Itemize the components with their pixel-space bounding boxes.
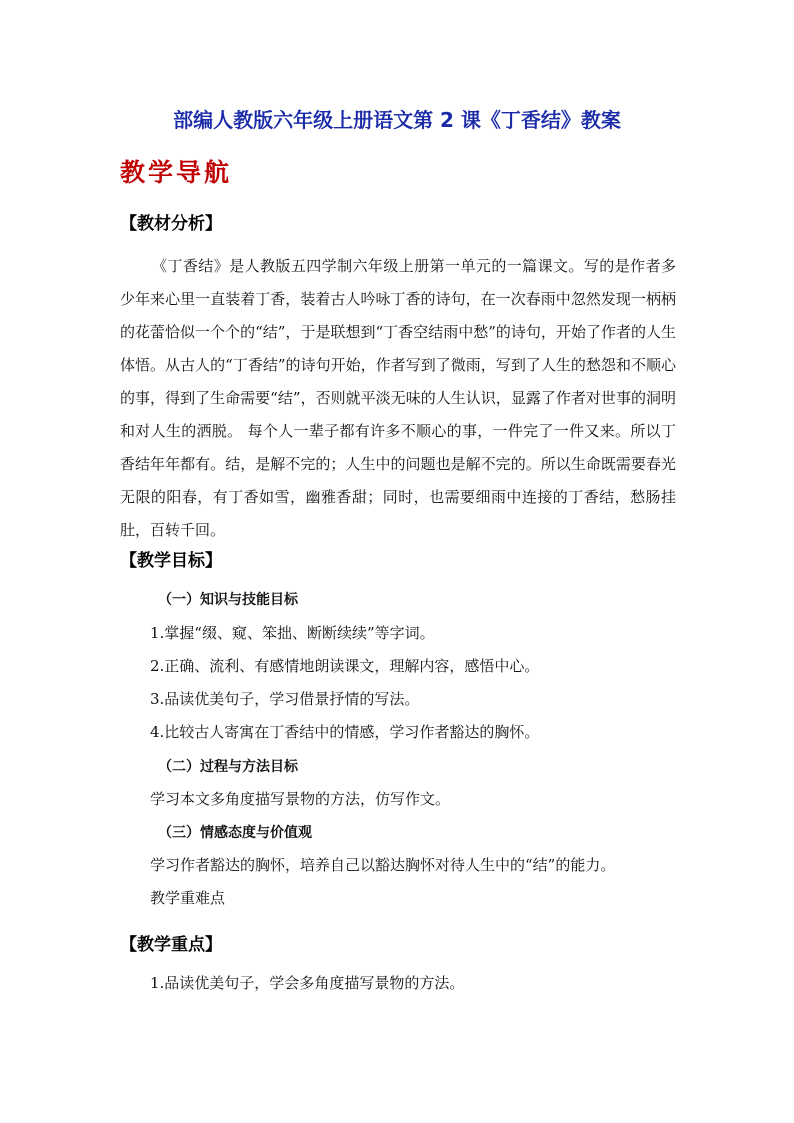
- emotion-goals-subheading: （三）情感态度与价值观: [158, 825, 312, 841]
- key-points-heading: 【教学重点】: [120, 935, 222, 955]
- process-goal-text: 学习本文多角度描写景物的方法，仿写作文。: [150, 790, 451, 808]
- emotion-goal-text: 学习作者豁达的胸怀，培养自己以豁达胸怀对待人生中的“结”的能力。: [150, 856, 616, 874]
- knowledge-goal-item: 3.品读优美句子，学习借景抒情的写法。: [150, 690, 420, 708]
- material-analysis-heading: 【教材分析】: [120, 214, 222, 234]
- nav-heading: 教学导航: [120, 158, 233, 187]
- key-difficulty-note: 教学重难点: [150, 889, 226, 907]
- knowledge-goals-subheading: （一）知识与技能目标: [158, 592, 298, 608]
- process-goals-subheading: （二）过程与方法目标: [158, 759, 298, 775]
- knowledge-goal-item: 4.比较古人寄寓在丁香结中的情感，学习作者豁达的胸怀。: [150, 723, 540, 741]
- material-analysis-paragraph: 《丁香结》是人教版五四学制六年级上册第一单元的一篇课文。写的是作者多少年来心里一直装着丁香，装着古人吟咏丁香的诗句，在一次春雨中忽然发现一柄柄的花蕾恰似一个个的“结”，于是联想到“丁香空结雨中愁”的诗句，开始了作者的人生体悟。从古人的“丁香结”的诗句开始，作者写到了微雨，写到了人生的愁怨和不顺心的事，得到了生命需要“结”，否则就平淡无味的人生认识，显露了作者对世事的洞明和对人生的洒脱。 每个人一辈子都有许多不顺心的事，一件完了一件又来。所以丁香结年年都有。结，是解不完的；人生中的问题也是解不完的。所以生命既需要春光无限的阳春，有丁香如雪，幽雅香甜；同时，也需要细雨中连接的丁香结，愁肠挂肚，百转千回。: [120, 257, 676, 539]
- knowledge-goal-item: 1.掌握“缀、窥、笨拙、断断续续”等字词。: [150, 624, 435, 642]
- key-point-item: 1.品读优美句子，学会多角度描写景物的方法。: [150, 974, 465, 992]
- teaching-goals-heading: 【教学目标】: [120, 551, 222, 571]
- knowledge-goal-item: 2.正确、流利、有感情地朗读课文，理解内容，感悟中心。: [150, 657, 540, 675]
- document-title: 部编人教版六年级上册语文第 2 课《丁香结》教案: [173, 108, 621, 132]
